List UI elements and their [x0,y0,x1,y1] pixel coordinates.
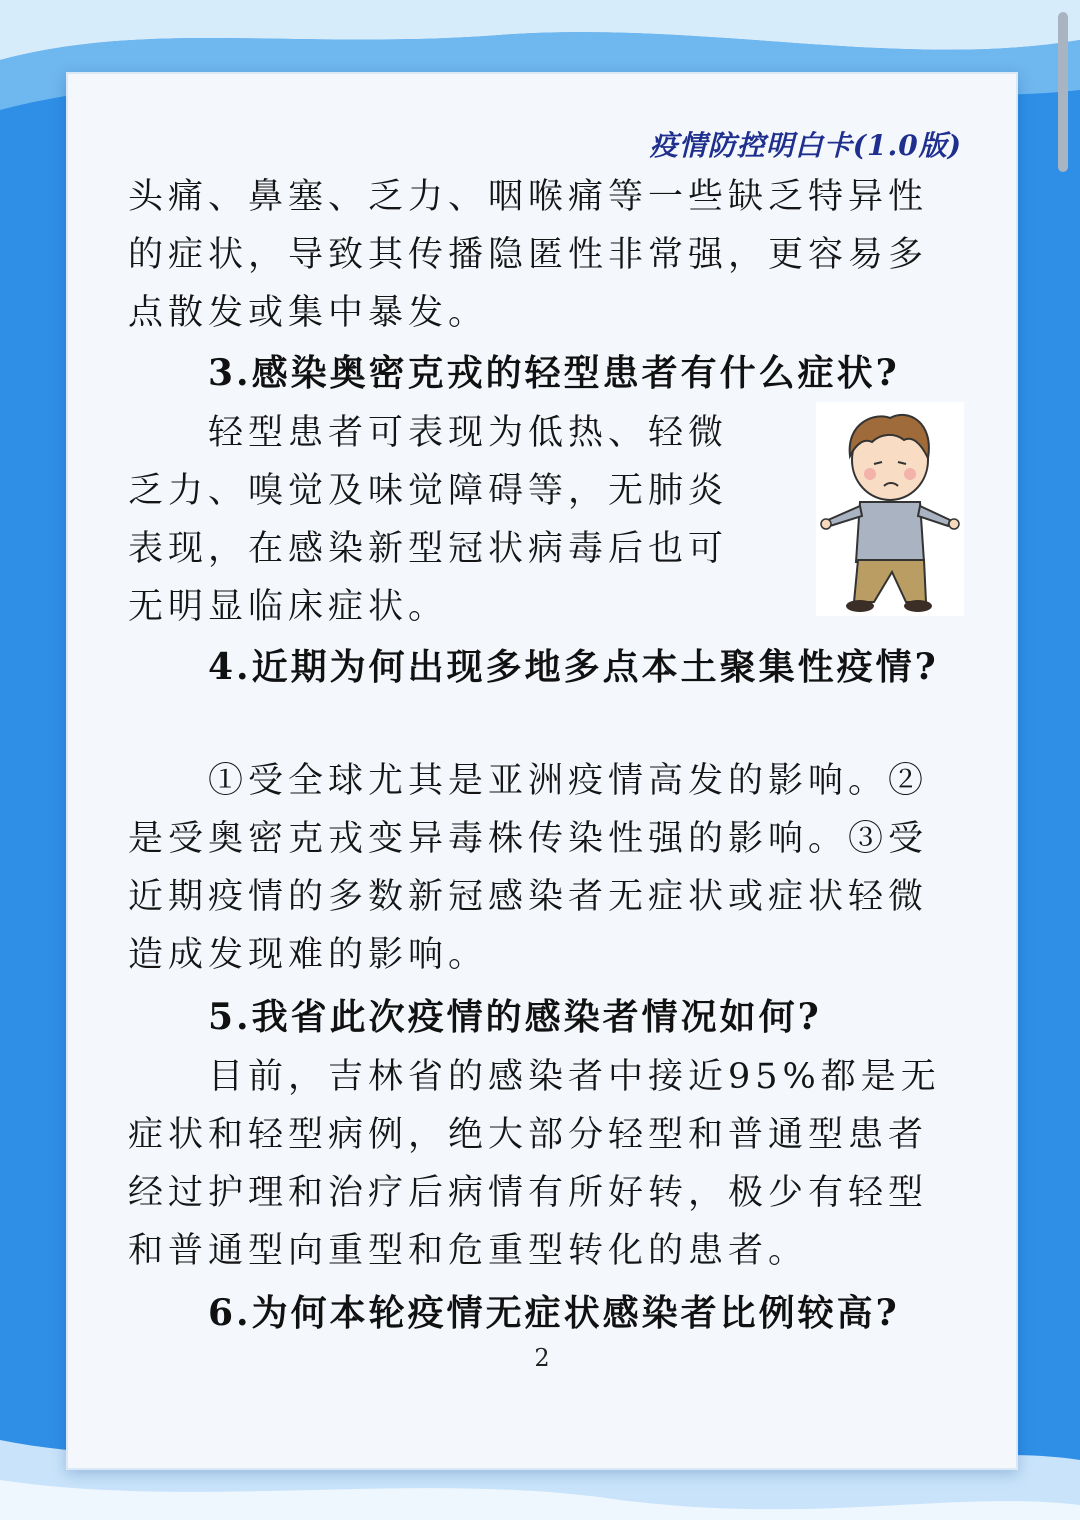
answer-5-paragraph: 目前，吉林省的感染者中接近95%都是无症状和轻型病例，绝大部分轻型和普通型患者经过护理和治疗后病情有所好转，极少有轻型和普通型向重型和危重型转化的患者。 [128,1057,941,1271]
question-5-heading: 5.我省此次疫情的感染者情况如何? [208,996,822,1038]
page-number: 2 [534,1344,550,1372]
document-page [66,72,1018,1470]
scrollbar-thumb[interactable] [1058,12,1068,172]
header-title: 疫情防控明白卡(1.0版) [649,129,962,162]
question-6-heading: 6.为何本轮疫情无症状感染者比例较高? [208,1292,900,1334]
scrollbar[interactable] [1056,0,1072,190]
question-3-heading: 3.感染奥密克戎的轻型患者有什么症状? [208,352,900,394]
paragraph-intro: 头痛、鼻塞、乏力、咽喉痛等一些缺乏特异性的症状，导致其传播隐匿性非常强，更容易多点散发或集中暴发。 [128,177,929,333]
question-4-heading: 4.近期为何出现多地多点本土聚集性疫情? [208,646,939,688]
answer-4-paragraph: ①受全球尤其是亚洲疫情高发的影响。②是受奥密克戎变异毒株传染性强的影响。③受近期疫情的多数新冠感染者无症状或症状轻微造成发现难的影响。 [128,761,929,975]
answer-3-paragraph: 轻型患者可表现为低热、轻微乏力、嗅觉及味觉障碍等，无肺炎表现，在感染新型冠状病毒后也可无明显临床症状。 [128,413,729,627]
sick-boy-illustration [816,402,964,616]
